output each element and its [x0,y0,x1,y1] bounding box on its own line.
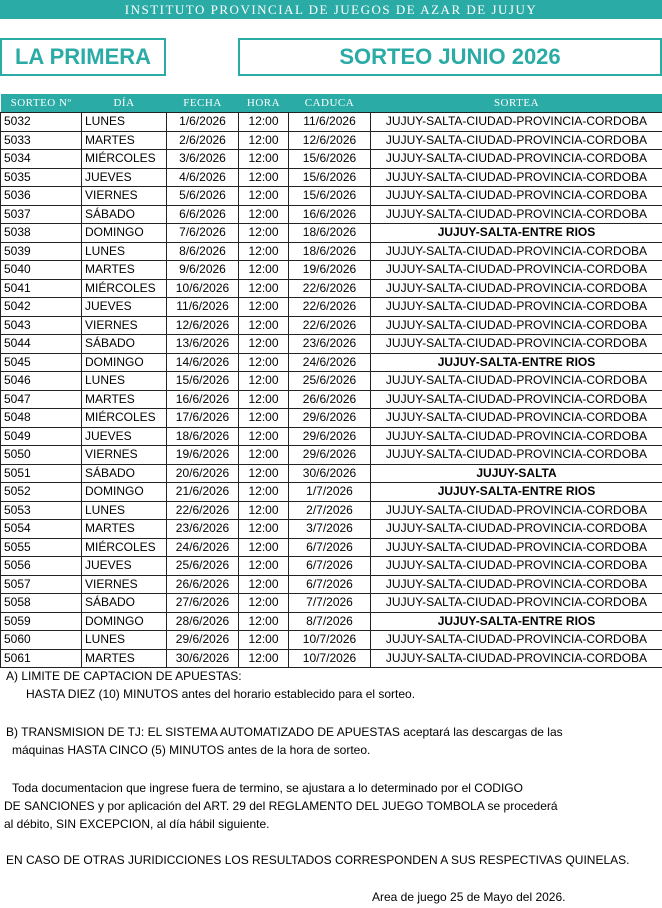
date-cell: 6/6/2026 [167,205,239,224]
date-cell: 5/6/2026 [167,187,239,206]
day-cell: JUEVES [82,557,167,576]
table-row [1,242,662,261]
expiry-date-cell: 16/6/2026 [289,205,371,224]
time-cell: 12:00 [239,131,289,150]
time-cell: 12:00 [239,594,289,613]
table-row [1,205,662,224]
day-cell: SÁBADO [82,335,167,354]
table-row [1,131,662,150]
note-c-line2: DE SANCIONES y por aplicación del ART. 29 del REGLAMENTO DEL JUEGO TOMBOLA se procederá [4,799,558,813]
table-row [1,427,662,446]
time-cell: 12:00 [239,298,289,317]
sorteo-number-cell: 5035 [1,168,82,187]
day-cell: SÁBADO [82,464,167,483]
expiry-date-cell: 29/6/2026 [289,446,371,465]
day-cell: MIÉRCOLES [82,538,167,557]
sorteo-number-cell: 5051 [1,464,82,483]
draw-jurisdictions-cell: JUJUY-SALTA-CIUDAD-PROVINCIA-CORDOBA [371,649,662,668]
day-cell: MARTES [82,131,167,150]
table-row [1,316,662,335]
table-row [1,279,662,298]
table-row [1,372,662,391]
time-cell: 12:00 [239,261,289,280]
sorteo-number-cell: 5060 [1,631,82,650]
draw-schedule-table [0,94,662,668]
sorteo-number-cell: 5053 [1,501,82,520]
time-cell: 12:00 [239,113,289,132]
day-cell: MIÉRCOLES [82,150,167,169]
draw-jurisdictions-cell: JUJUY-SALTA-CIUDAD-PROVINCIA-CORDOBA [371,187,662,206]
sorteo-number-cell: 5034 [1,150,82,169]
date-cell: 1/6/2026 [167,113,239,132]
sorteo-number-cell: 5032 [1,113,82,132]
sorteo-number-cell: 5038 [1,224,82,243]
table-row [1,409,662,428]
expiry-date-cell: 29/6/2026 [289,409,371,428]
day-cell: MARTES [82,390,167,409]
time-cell: 12:00 [239,501,289,520]
sorteo-number-cell: 5046 [1,372,82,391]
time-cell: 12:00 [239,557,289,576]
game-name-box: LA PRIMERA [0,38,166,76]
time-cell: 12:00 [239,353,289,372]
table-row [1,483,662,502]
day-cell: JUEVES [82,168,167,187]
date-cell: 7/6/2026 [167,224,239,243]
date-cell: 10/6/2026 [167,279,239,298]
sorteo-number-cell: 5042 [1,298,82,317]
date-cell: 13/6/2026 [167,335,239,354]
expiry-date-cell: 15/6/2026 [289,150,371,169]
table-row [1,520,662,539]
draw-jurisdictions-cell: JUJUY-SALTA-CIUDAD-PROVINCIA-CORDOBA [371,335,662,354]
expiry-date-cell: 18/6/2026 [289,224,371,243]
note-b-line2: máquinas HASTA CINCO (5) MINUTOS antes de la hora de sorteo. [12,743,371,757]
day-cell: DOMINGO [82,612,167,631]
date-cell: 27/6/2026 [167,594,239,613]
table-row [1,538,662,557]
date-cell: 30/6/2026 [167,649,239,668]
date-cell: 12/6/2026 [167,316,239,335]
sorteo-number-cell: 5047 [1,390,82,409]
draw-jurisdictions-cell: JUJUY-SALTA-CIUDAD-PROVINCIA-CORDOBA [371,575,662,594]
draw-jurisdictions-cell: JUJUY-SALTA-CIUDAD-PROVINCIA-CORDOBA [371,631,662,650]
time-cell: 12:00 [239,446,289,465]
draw-jurisdictions-cell: JUJUY-SALTA-CIUDAD-PROVINCIA-CORDOBA [371,538,662,557]
table-row [1,261,662,280]
note-d: EN CASO DE OTRAS JURIDICCIONES LOS RESULTADOS CORRESPONDEN A SUS RESPECTIVAS QUINELAS. [6,853,630,867]
date-cell: 24/6/2026 [167,538,239,557]
sorteo-number-cell: 5059 [1,612,82,631]
col-header-dia: DÍA [82,94,167,113]
expiry-date-cell: 3/7/2026 [289,520,371,539]
date-cell: 14/6/2026 [167,353,239,372]
expiry-date-cell: 23/6/2026 [289,335,371,354]
date-cell: 3/6/2026 [167,150,239,169]
sorteo-number-cell: 5057 [1,575,82,594]
expiry-date-cell: 6/7/2026 [289,557,371,576]
draw-jurisdictions-cell: JUJUY-SALTA-ENTRE RIOS [371,612,662,631]
date-cell: 20/6/2026 [167,464,239,483]
time-cell: 12:00 [239,464,289,483]
table-row [1,464,662,483]
draw-jurisdictions-cell: JUJUY-SALTA [371,464,662,483]
time-cell: 12:00 [239,427,289,446]
date-cell: 11/6/2026 [167,298,239,317]
table-row [1,390,662,409]
expiry-date-cell: 6/7/2026 [289,575,371,594]
day-cell: JUEVES [82,298,167,317]
table-row [1,113,662,132]
time-cell: 12:00 [239,224,289,243]
expiry-date-cell: 15/6/2026 [289,187,371,206]
col-header-fecha: FECHA [167,94,239,113]
signature-line: Area de juego 25 de Mayo del 2026. [372,890,566,904]
expiry-date-cell: 11/6/2026 [289,113,371,132]
time-cell: 12:00 [239,631,289,650]
day-cell: DOMINGO [82,483,167,502]
table-row [1,187,662,206]
expiry-date-cell: 29/6/2026 [289,427,371,446]
date-cell: 29/6/2026 [167,631,239,650]
draw-jurisdictions-cell: JUJUY-SALTA-CIUDAD-PROVINCIA-CORDOBA [371,316,662,335]
expiry-date-cell: 2/7/2026 [289,501,371,520]
note-c-line1: Toda documentacion que ingrese fuera de termino, se ajustara a lo determinado por el CODIGO [12,781,523,795]
expiry-date-cell: 1/7/2026 [289,483,371,502]
time-cell: 12:00 [239,520,289,539]
sorteo-number-cell: 5050 [1,446,82,465]
expiry-date-cell: 19/6/2026 [289,261,371,280]
expiry-date-cell: 22/6/2026 [289,279,371,298]
draw-jurisdictions-cell: JUJUY-SALTA-ENTRE RIOS [371,483,662,502]
time-cell: 12:00 [239,168,289,187]
col-header-hora: HORA [239,94,289,113]
expiry-date-cell: 10/7/2026 [289,631,371,650]
note-b-line1: B) TRANSMISION DE TJ: EL SISTEMA AUTOMATIZADO DE APUESTAS aceptará las descargas de las [6,725,563,739]
date-cell: 26/6/2026 [167,575,239,594]
time-cell: 12:00 [239,483,289,502]
day-cell: VIERNES [82,446,167,465]
date-cell: 19/6/2026 [167,446,239,465]
date-cell: 16/6/2026 [167,390,239,409]
draw-jurisdictions-cell: JUJUY-SALTA-CIUDAD-PROVINCIA-CORDOBA [371,242,662,261]
table-row [1,298,662,317]
sorteo-number-cell: 5049 [1,427,82,446]
day-cell: SÁBADO [82,594,167,613]
draw-jurisdictions-cell: JUJUY-SALTA-CIUDAD-PROVINCIA-CORDOBA [371,520,662,539]
sorteo-number-cell: 5040 [1,261,82,280]
table-row [1,649,662,668]
note-a-text: HASTA DIEZ (10) MINUTOS antes del horario establecido para el sorteo. [26,687,416,701]
draw-jurisdictions-cell: JUJUY-SALTA-CIUDAD-PROVINCIA-CORDOBA [371,261,662,280]
table-row [1,150,662,169]
draw-jurisdictions-cell: JUJUY-SALTA-CIUDAD-PROVINCIA-CORDOBA [371,557,662,576]
note-c [4,779,662,833]
draw-jurisdictions-cell: JUJUY-SALTA-CIUDAD-PROVINCIA-CORDOBA [371,409,662,428]
time-cell: 12:00 [239,409,289,428]
date-cell: 25/6/2026 [167,557,239,576]
draw-jurisdictions-cell: JUJUY-SALTA-CIUDAD-PROVINCIA-CORDOBA [371,168,662,187]
expiry-date-cell: 10/7/2026 [289,649,371,668]
table-row [1,501,662,520]
day-cell: MIÉRCOLES [82,409,167,428]
sorteo-number-cell: 5061 [1,649,82,668]
day-cell: DOMINGO [82,224,167,243]
day-cell: MARTES [82,520,167,539]
sorteo-number-cell: 5052 [1,483,82,502]
date-cell: 28/6/2026 [167,612,239,631]
expiry-date-cell: 30/6/2026 [289,464,371,483]
day-cell: VIERNES [82,316,167,335]
expiry-date-cell: 12/6/2026 [289,131,371,150]
sorteo-number-cell: 5044 [1,335,82,354]
note-a [6,667,662,703]
draw-jurisdictions-cell: JUJUY-SALTA-ENTRE RIOS [371,353,662,372]
time-cell: 12:00 [239,316,289,335]
col-header-sortea: SORTEA [371,94,662,113]
table-row [1,575,662,594]
date-cell: 2/6/2026 [167,131,239,150]
draw-jurisdictions-cell: JUJUY-SALTA-ENTRE RIOS [371,224,662,243]
date-cell: 17/6/2026 [167,409,239,428]
time-cell: 12:00 [239,612,289,631]
time-cell: 12:00 [239,242,289,261]
sorteo-number-cell: 5037 [1,205,82,224]
table-row [1,557,662,576]
table-row [1,631,662,650]
draw-jurisdictions-cell: JUJUY-SALTA-CIUDAD-PROVINCIA-CORDOBA [371,372,662,391]
col-header-caduca: CADUCA [289,94,371,113]
table-row [1,594,662,613]
expiry-date-cell: 26/6/2026 [289,390,371,409]
draw-jurisdictions-cell: JUJUY-SALTA-CIUDAD-PROVINCIA-CORDOBA [371,131,662,150]
institution-banner: INSTITUTO PROVINCIAL DE JUEGOS DE AZAR DE JUJUY [0,0,662,19]
note-b [6,723,662,759]
note-c-line3: al débito, SIN EXCEPCION, al día hábil siguiente. [4,817,270,831]
draw-jurisdictions-cell: JUJUY-SALTA-CIUDAD-PROVINCIA-CORDOBA [371,298,662,317]
time-cell: 12:00 [239,150,289,169]
date-cell: 18/6/2026 [167,427,239,446]
table-row [1,335,662,354]
col-header-sorteo: SORTEO Nº [1,94,82,113]
draw-jurisdictions-cell: JUJUY-SALTA-CIUDAD-PROVINCIA-CORDOBA [371,501,662,520]
expiry-date-cell: 18/6/2026 [289,242,371,261]
date-cell: 23/6/2026 [167,520,239,539]
expiry-date-cell: 25/6/2026 [289,372,371,391]
time-cell: 12:00 [239,279,289,298]
day-cell: SÁBADO [82,205,167,224]
day-cell: LUNES [82,242,167,261]
time-cell: 12:00 [239,187,289,206]
day-cell: LUNES [82,501,167,520]
draw-jurisdictions-cell: JUJUY-SALTA-CIUDAD-PROVINCIA-CORDOBA [371,390,662,409]
date-cell: 4/6/2026 [167,168,239,187]
day-cell: LUNES [82,113,167,132]
sorteo-number-cell: 5043 [1,316,82,335]
table-row [1,446,662,465]
draw-jurisdictions-cell: JUJUY-SALTA-CIUDAD-PROVINCIA-CORDOBA [371,594,662,613]
day-cell: LUNES [82,631,167,650]
sorteo-number-cell: 5033 [1,131,82,150]
sorteo-number-cell: 5055 [1,538,82,557]
day-cell: DOMINGO [82,353,167,372]
draw-title-box: SORTEO JUNIO 2026 [238,38,662,76]
day-cell: VIERNES [82,187,167,206]
time-cell: 12:00 [239,372,289,391]
day-cell: VIERNES [82,575,167,594]
date-cell: 8/6/2026 [167,242,239,261]
expiry-date-cell: 15/6/2026 [289,168,371,187]
draw-jurisdictions-cell: JUJUY-SALTA-CIUDAD-PROVINCIA-CORDOBA [371,113,662,132]
date-cell: 9/6/2026 [167,261,239,280]
day-cell: JUEVES [82,427,167,446]
time-cell: 12:00 [239,575,289,594]
sorteo-number-cell: 5036 [1,187,82,206]
note-a-title: A) LIMITE DE CAPTACION DE APUESTAS: [6,669,242,683]
date-cell: 22/6/2026 [167,501,239,520]
day-cell: MARTES [82,261,167,280]
draw-jurisdictions-cell: JUJUY-SALTA-CIUDAD-PROVINCIA-CORDOBA [371,446,662,465]
sorteo-number-cell: 5054 [1,520,82,539]
sorteo-number-cell: 5056 [1,557,82,576]
expiry-date-cell: 22/6/2026 [289,316,371,335]
sorteo-number-cell: 5058 [1,594,82,613]
time-cell: 12:00 [239,205,289,224]
table-row [1,612,662,631]
day-cell: LUNES [82,372,167,391]
table-row [1,224,662,243]
table-row [1,353,662,372]
expiry-date-cell: 8/7/2026 [289,612,371,631]
day-cell: MARTES [82,649,167,668]
table-header-row [1,94,662,113]
time-cell: 12:00 [239,538,289,557]
sorteo-number-cell: 5045 [1,353,82,372]
sorteo-number-cell: 5041 [1,279,82,298]
sorteo-number-cell: 5039 [1,242,82,261]
date-cell: 15/6/2026 [167,372,239,391]
time-cell: 12:00 [239,335,289,354]
draw-jurisdictions-cell: JUJUY-SALTA-CIUDAD-PROVINCIA-CORDOBA [371,279,662,298]
table-row [1,168,662,187]
expiry-date-cell: 24/6/2026 [289,353,371,372]
expiry-date-cell: 7/7/2026 [289,594,371,613]
time-cell: 12:00 [239,649,289,668]
draw-jurisdictions-cell: JUJUY-SALTA-CIUDAD-PROVINCIA-CORDOBA [371,427,662,446]
draw-jurisdictions-cell: JUJUY-SALTA-CIUDAD-PROVINCIA-CORDOBA [371,150,662,169]
expiry-date-cell: 22/6/2026 [289,298,371,317]
date-cell: 21/6/2026 [167,483,239,502]
draw-jurisdictions-cell: JUJUY-SALTA-CIUDAD-PROVINCIA-CORDOBA [371,205,662,224]
expiry-date-cell: 6/7/2026 [289,538,371,557]
day-cell: MIÉRCOLES [82,279,167,298]
time-cell: 12:00 [239,390,289,409]
sorteo-number-cell: 5048 [1,409,82,428]
